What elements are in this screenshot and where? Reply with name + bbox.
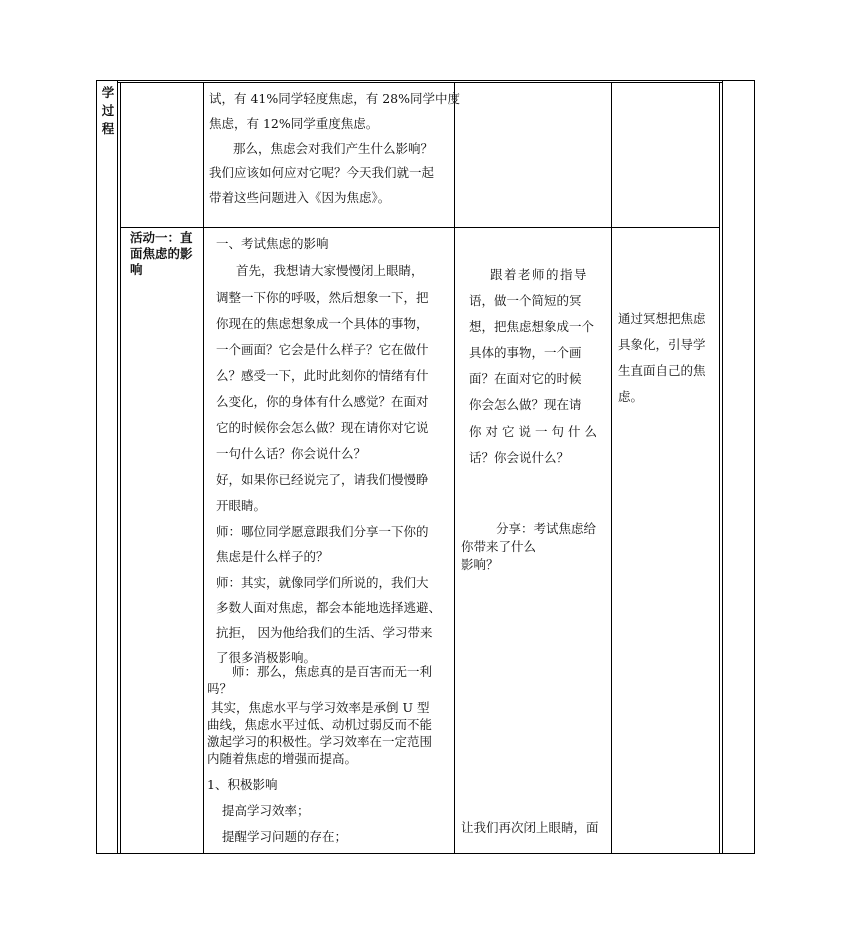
teacher-line: 一个画面？它会是什么样子？它在做什 (216, 342, 429, 357)
teacher-line: 一句什么话？你会说什么？ (216, 446, 367, 461)
teacher-line: 它的时候你会怎么做？现在请你对它说 (216, 420, 429, 435)
student-line: 具体的事物，一个画 (469, 345, 582, 360)
col-line-5b (722, 80, 723, 854)
intro-line: 试，有 41%同学轻度焦虑，有 28%同学中度 (209, 91, 461, 106)
intent-line: 虑。 (618, 389, 644, 404)
table-border-right (754, 80, 755, 854)
student-line: 跟着老师的指导 (490, 267, 589, 282)
teacher-line: 开眼睛。 (216, 498, 267, 513)
intro-line: 我们应该如何应对它呢？今天我们就一起 (209, 165, 435, 180)
intent-line: 具象化，引导学 (618, 337, 706, 352)
col-line-0 (96, 80, 97, 854)
teacher-line: 多数人面对焦虑，都会本能地选择逃避、 (216, 600, 442, 615)
col-line-1b (120, 82, 121, 854)
teacher-line: 你现在的焦虑想象成一个具体的事物， (216, 316, 429, 331)
student-line: 分享：考试焦虑给 (496, 521, 597, 536)
student-line: 你对它说一句什么 (469, 424, 602, 439)
teacher-line: 1、积极影响 (207, 777, 278, 792)
student-line: 面？在面对它的时候 (469, 371, 582, 386)
intro-line: 那么，焦虑会对我们产生什么影响？ (233, 141, 434, 156)
col-line-3 (454, 82, 455, 854)
student-line: 语，做一个简短的冥 (469, 293, 582, 308)
section-label-char: 学 (101, 85, 115, 100)
teacher-line: 师：哪位同学愿意跟我们分享一下你的 (216, 524, 429, 539)
student-line: 让我们再次闭上眼睛，面 (461, 820, 599, 835)
student-line: 你会怎么做？现在请 (469, 397, 582, 412)
teacher-line: 内随着焦虑的增强而提高。 (207, 751, 358, 766)
intro-line: 焦虑，有 12%同学重度焦虑。 (209, 116, 379, 131)
teacher-line: 么？感受一下，此时此刻你的情绪有什 (216, 368, 429, 383)
teacher-line: 提醒学习问题的存在； (222, 829, 348, 844)
activity-title-line: 活动一：直 (130, 230, 193, 245)
table-border-bottom (96, 853, 754, 854)
intro-line: 带着这些问题进入《因为焦虑》。 (209, 190, 391, 205)
section-label (101, 84, 115, 138)
student-line: 你带来了什么 (461, 539, 537, 554)
teacher-line: 吗？ (207, 681, 233, 696)
teacher-line: 激起学习的积极性。学习效率在一定范围 (207, 734, 433, 749)
activity-title-line: 面焦虑的影 (130, 246, 193, 261)
col-line-5a (719, 82, 720, 854)
intent-line: 通过冥想把焦虑 (618, 311, 706, 326)
table-border-top-inner (118, 82, 722, 83)
teacher-line: 首先，我想请大家慢慢闭上眼睛， (236, 263, 424, 278)
student-line: 影响？ (461, 557, 499, 572)
section-label-char: 过 (101, 103, 115, 118)
teacher-line: 提高学习效率； (222, 803, 310, 818)
section-label-char: 程 (101, 121, 115, 136)
teacher-line: 调整一下你的呼吸，然后想象一下，把 (216, 290, 429, 305)
teacher-line: 其实，焦虑水平与学习效率是承倒 U 型 (211, 700, 430, 715)
col-line-4 (611, 82, 612, 854)
col-line-1a (117, 80, 118, 854)
teacher-line: 师：那么，焦虑真的是百害而无一利 (232, 664, 433, 679)
row-divider (120, 227, 720, 228)
teacher-line: 焦虑是什么样子的？ (216, 549, 329, 564)
intent-line: 生直面自己的焦 (618, 363, 706, 378)
teacher-line: 一、考试焦虑的影响 (216, 236, 329, 251)
teacher-line: 曲线，焦虑水平过低、动机过弱反而不能 (207, 717, 433, 732)
teacher-line: 么变化，你的身体有什么感觉？在面对 (216, 394, 429, 409)
teacher-line: 了很多消极影响。 (216, 650, 317, 665)
student-line: 话？你会说什么？ (469, 450, 570, 465)
activity-title-line: 响 (130, 262, 143, 277)
table-border-top (96, 80, 754, 81)
student-line: 想，把焦虑想象成一个 (469, 319, 595, 334)
teacher-line: 抗拒， 因为他给我们的生活、学习带来 (216, 625, 433, 640)
teacher-line: 好，如果你已经说完了，请我们慢慢睁 (216, 472, 429, 487)
col-line-2 (203, 82, 204, 854)
teacher-line: 师：其实，就像同学们所说的，我们大 (216, 575, 429, 590)
